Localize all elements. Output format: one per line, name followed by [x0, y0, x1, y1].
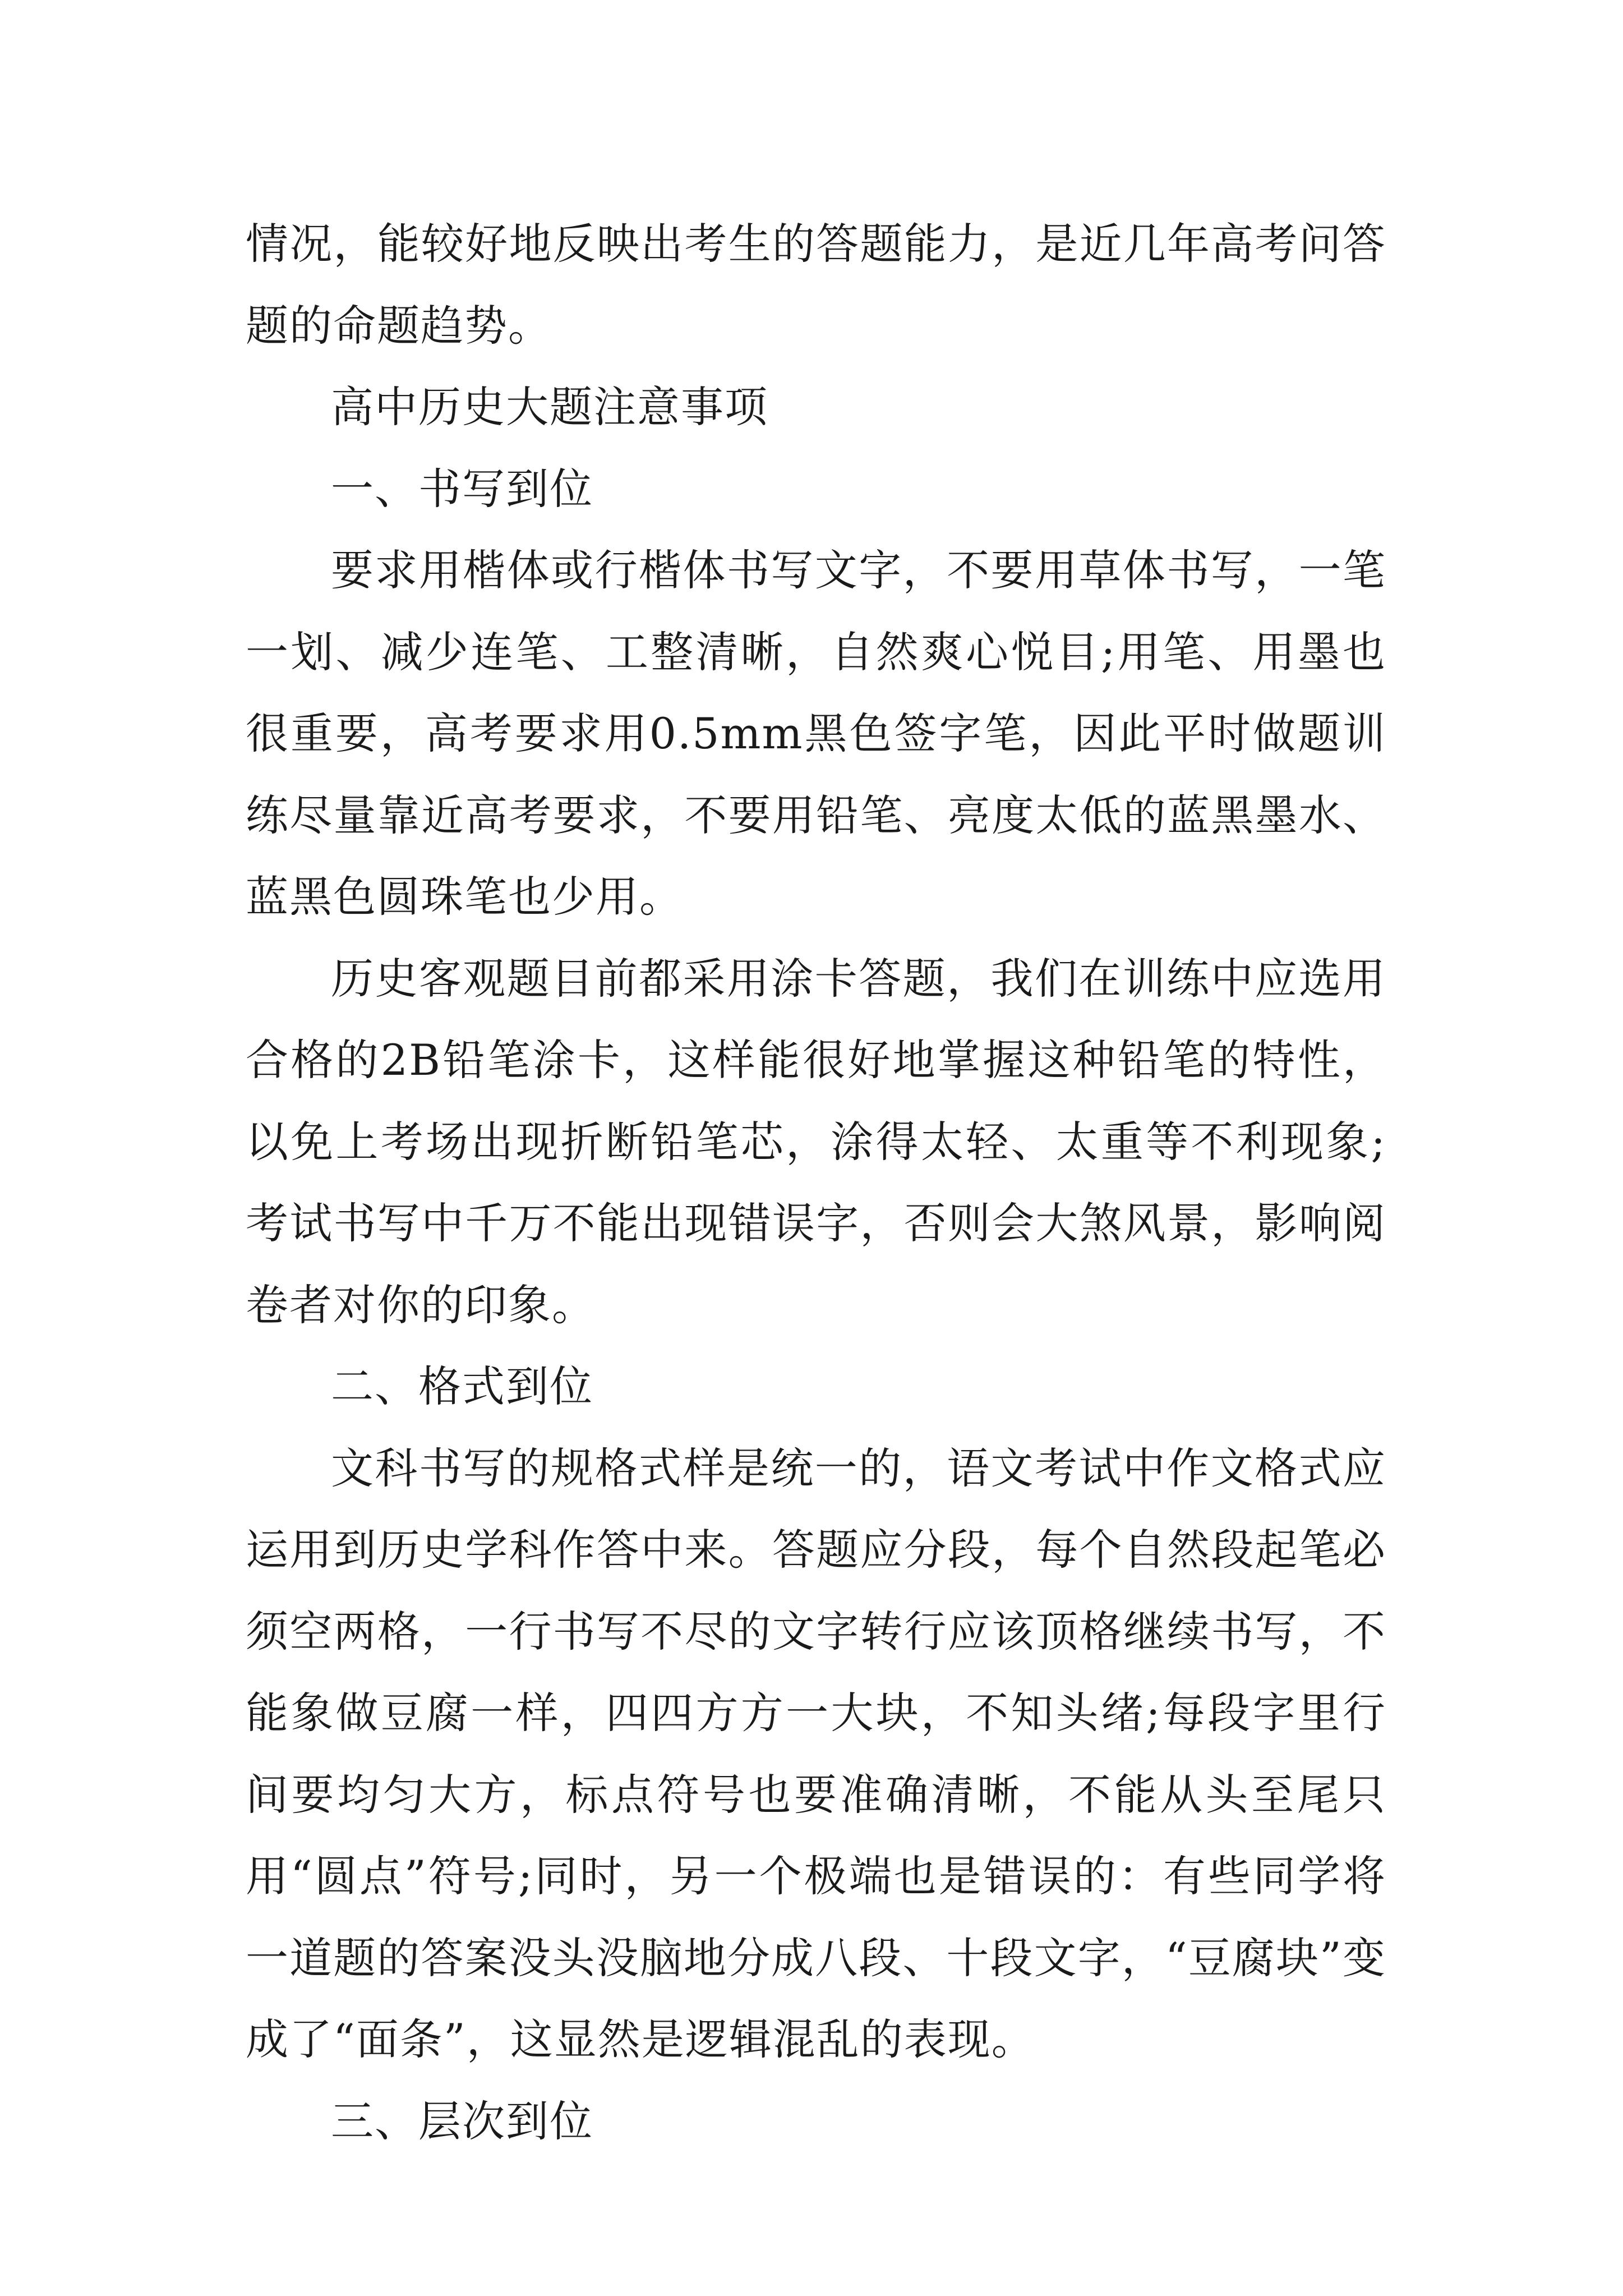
paragraph-answer-card: 历史客观题目前都采用涂卡答题，我们在训练中应选用合格的2B铅笔涂卡，这样能很好地掌握这种铅笔的特性，以免上考场出现折断铅笔芯，涂得太轻、太重等不利现象;考试书写中千万不能出现错误字，否则会大煞风景，影响阅卷者对你的印象。 — [246, 953, 1386, 1330]
paragraph-writing-requirements: 要求用楷体或行楷体书写文字，不要用草体书写，一笔一划、减少连笔、工整清晰，自然爽心悦目;用笔、用墨也很重要，高考要求用0.5mm黑色签字笔，因此平时做题训练尽量靠近高考要求，不要用铅笔、亮度太低的蓝黑墨水、蓝黑色圆珠笔也少用。 — [246, 545, 1386, 922]
paragraph-format: 文科书写的规格式样是统一的，语文考试中作文格式应运用到历史学科作答中来。答题应分段，每个自然段起笔必须空两格，一行书写不尽的文字转行应该顶格继续书写，不能象做豆腐一样，四四方方一大块，不知头绪;每段字里行间要均匀大方，标点符号也要准确清晰，不能从头至尾只用“圆点”符号;同时，另一个极端也是错误的：有些同学将一道题的答案没头没脑地分成八段、十段文字，“豆腐块”变成了“面条”，这显然是逻辑混乱的表现。 — [246, 1443, 1386, 2064]
section-heading-1: 一、书写到位 — [331, 463, 593, 514]
section-heading-3: 三、层次到位 — [331, 2096, 593, 2146]
section-heading-2: 二、格式到位 — [331, 1361, 593, 1411]
section-title: 高中历史大题注意事项 — [331, 382, 768, 432]
document-body — [246, 203, 1386, 2162]
paragraph-continuation: 情况，能较好地反映出考生的答题能力，是近几年高考问答题的命题趋势。 — [246, 219, 1386, 351]
